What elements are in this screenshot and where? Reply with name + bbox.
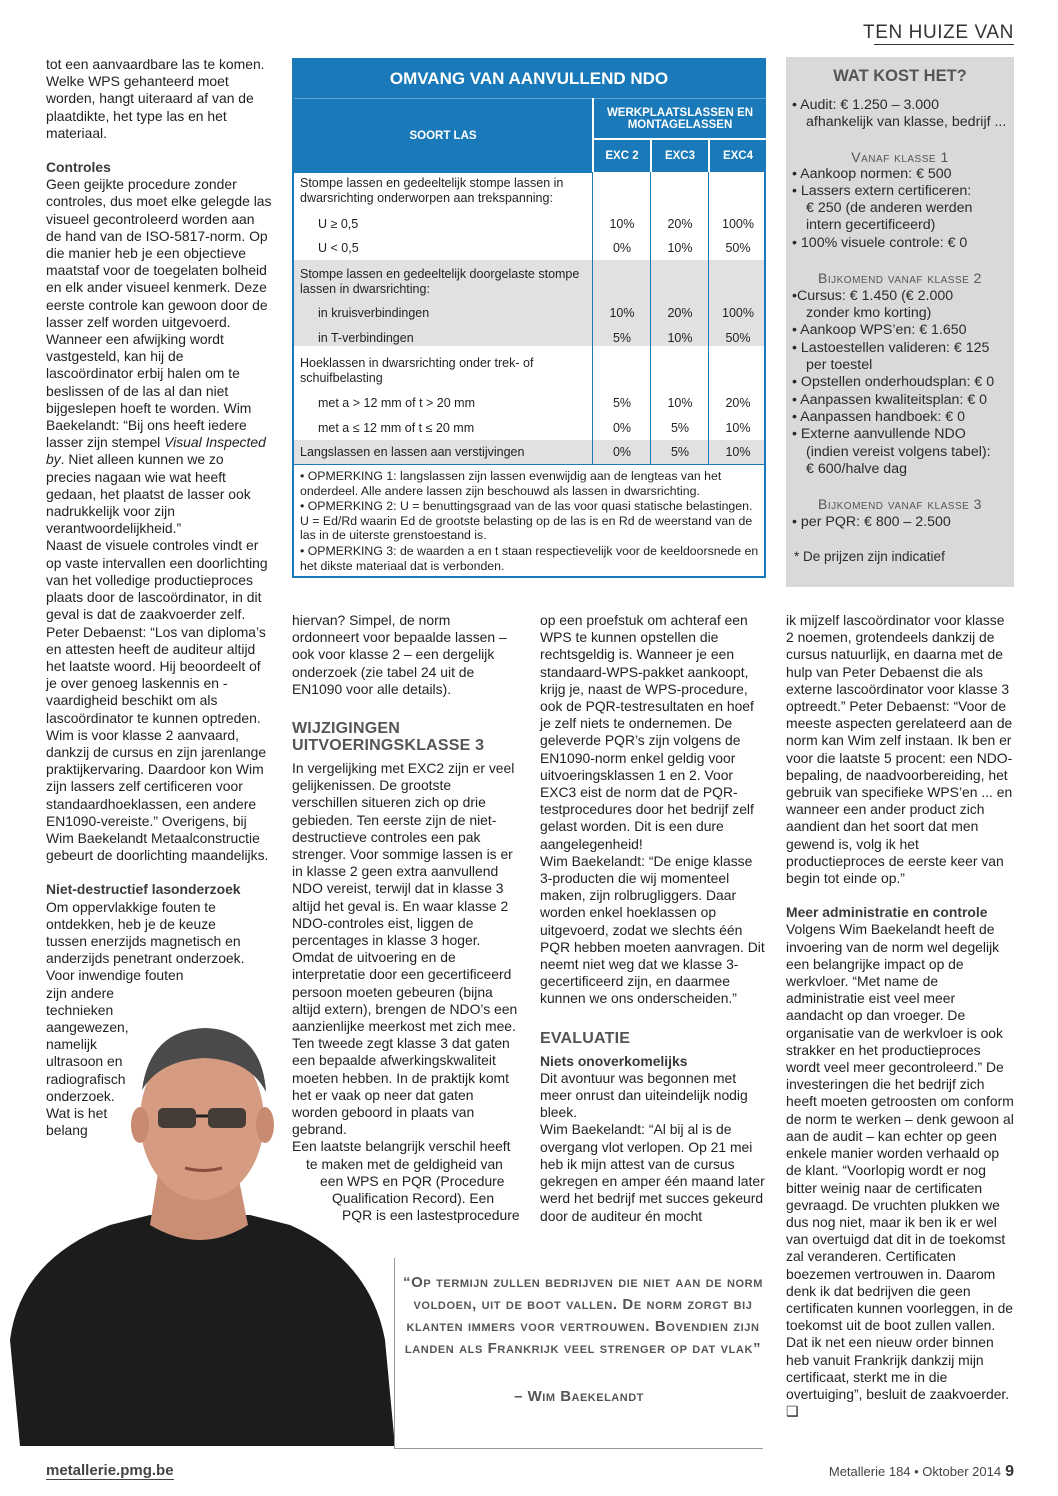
cost-subheading: Bijkomend vanaf klasse 3 <box>818 496 982 512</box>
row-label: Stompe lassen en gedeeltelijk stompe lassen in dwarsrichting onderworpen aan trekspanning: <box>300 176 564 205</box>
article-column-1 <box>46 56 272 1139</box>
section-heading-uitvoeringsklasse-3: WIJZIGINGEN UITVOERINGSKLASSE 3 <box>292 720 485 755</box>
quote-text: “Op termijn zullen bedrijven die niet aan de norm voldoen, uit de boot vallen. De norm zorgt bij klanten immers voor vertrouwen. Bovendien zijn landen als Frankrijk veel strenger op dat vlak” <box>403 1274 763 1357</box>
header-exc3: EXC3 <box>652 140 708 172</box>
cost-item: intern gecertificeerd) <box>806 217 936 233</box>
subheading-niets-onoverkomelijks: Niets onoverkomelijks <box>540 1052 688 1069</box>
paragraph: Volgens Wim Baekelandt heeft de invoering van de norm wel degelijk een belangrijke impact op de werkvloer. “Met name de administratie eist veel meer aandacht op dan vroeger. De organisatie van de werkvloer is ook strakker en het productieproces wordt veel meer gecontroleerd.” De investeringen die het bedrijf zich heeft moeten getroosten om conform de norm te werken – denk gewoon al aan de audit – kan echter op geen enkele manier worden verhaald op de klant. “Voorlopig wordt er nog bitter weinig naar de certificaten gevraagd. De vruchten plukken we dus nog niet, maar ik ben ik er wel van overtuigd dat dit in de toekomst zal veranderen. Certificaten boezemen vertrouwen in. Daarom denk ik dat bedrijven die geen certificaten kunnen voorleggen, in de toekomst uit de boot zullen vallen. Dat ik net een nieuw order binnen heb vanuit Frankrijk dankzij mijn certificaat, sterkt me in die overtuiging”, besluit de zaakvoerder. ❑ <box>786 921 1014 1420</box>
cost-item: • 100% visuele controle: € 0 <box>792 235 968 251</box>
paragraph: Geen geijkte procedure zonder controles, dus moet elke gelegde las visueel gecontroleerd worden aan de hand van de ISO-5817-norm. Op die manier heb je een objectieve maatstaf voor de toegelaten bolheid en elk ander visueel kenmerk. Deze eerste controle kan gewoon door de lasser zelf worden uitgevoerd. Wanneer een afwijking wordt vastgesteld, kan hij de lascoördinator erbij halen om te beslissen of de las al dan niet bijgeslepen hoeft te worden. Wim Baekelandt: “Bij ons heeft iedere lasser zijn stempel Visual Inspected by. Niet alleen kunnen we zo precies nagaan wie wat heeft gedaan, het plaatst de lasser ook nadrukkelijk voor zijn verantwoordelijkheid.” <box>46 176 272 537</box>
paragraph: Naast de visuele controles vindt er op vaste intervallen een doorlichting van het volledige productieproces plaats door de lascoördinator, in dit geval is dat de zaakvoerder zelf. Peter Debaenst: “Los van diploma’s en attesten heeft de auditeur altijd het laatste woord. Hij beoordeelt of je over genoeg laskennis en -vaardigheid beschikt om als lascoördinator te kunnen optreden. Wim is voor klasse 2 aanvaard, dankzij de cursus en zijn jarenlange praktijkervaring. Daardoor kon Wim zijn lassers zelf certificeren voor standaardhoeklassen, een andere EN1090-vereiste.” Overigens, bij Wim Baekelandt Metaalconstructie gebeurt de doorlichting maandelijks. <box>46 537 269 864</box>
cell-value: 10% <box>667 241 693 255</box>
paragraph: Wim Baekelandt: “De enige klasse 3-producten die wij momenteel maken, zijn rolbrugliggers. Daar worden enkel hoeklassen op uitgevoerd, zodat we slechts één PQR hebben moeten aanvragen. Dit neemt niet weg dat we klasse 3-gecertificeerd zijn, en daarmee kunnen we ons onderscheiden.” <box>540 852 765 1007</box>
header-soort-las: SOORT LAS <box>294 98 592 173</box>
cost-item: • Aanpassen handboek: € 0 <box>792 409 965 425</box>
cost-item: • Externe aanvullende NDO <box>792 426 966 442</box>
cell-value: 5% <box>670 445 690 459</box>
footer-website-link[interactable]: metallerie.pmg.be <box>46 1462 174 1479</box>
paragraph: hiervan? Simpel, de norm ordonneert voor bepaalde lassen – ook voor klasse 2 – een dergelijk onderzoek (zie tabel 24 uit de EN1090 voor alle details). <box>292 612 507 697</box>
cell-value: 0% <box>612 445 632 459</box>
page-number: 9 <box>1005 1463 1014 1480</box>
cost-item: • Aankoop normen: € 500 <box>792 166 952 182</box>
table-note-2: • OPMERKING 2: U = benuttingsgraad van de las voor quasi statische belastingen. U = Ed/Rd waarin Ed de grootste belasting op de las is en Rd de weerstand van de las in de uiterste grenstoestand is. <box>300 499 753 543</box>
quote-author: – Wim Baekelandt <box>514 1388 644 1405</box>
cost-subheading: Bijkomend vanaf klasse 2 <box>818 270 982 286</box>
cost-item: (indien vereist volgens tabel): <box>806 444 991 460</box>
cell-value: 20% <box>667 217 693 231</box>
table-note-3: • OPMERKING 3: de waarden a en t staan respectievelijk voor de keeldoorsnede en het dikste materiaal dat is verbonden. <box>300 544 759 573</box>
cost-item: • Opstellen onderhoudsplan: € 0 <box>792 374 995 390</box>
cell-value: 100% <box>722 217 754 231</box>
cell-value: 5% <box>670 421 690 435</box>
cost-item: • Aanpassen kwaliteitsplan: € 0 <box>792 392 988 408</box>
cost-item: zonder kmo korting) <box>806 305 932 321</box>
cell-value: 0% <box>612 241 632 255</box>
cost-sidebar <box>786 57 1014 587</box>
row-label: U < 0,5 <box>318 241 359 255</box>
row-label: in kruisverbindingen <box>318 306 430 320</box>
paragraph: op een proefstuk om achteraf een WPS te kunnen opstellen die rechtsgeldig is. Wanneer je een standaard-WPS-pakket aankoopt, krijg je, naast de WPS-procedure, ook de PQR-testresultaten en hoef je zelf niets te ondernemen. De geleverde PQR’s zijn volgens de EN1090-norm enkel geldig voor uitvoeringsklassen 1 en 2. Voor EXC3 eist de norm dat de PQR-testprocedures door het bedrijf zelf gelast worden. Dit is een dure aangelegenheid! <box>540 612 754 852</box>
cell-value: 10% <box>609 217 635 231</box>
header-group: WERKPLAATSLASSEN EN MONTAGELASSEN <box>594 98 766 138</box>
article-column-2 <box>292 612 520 1225</box>
cell-value: 20% <box>725 396 751 410</box>
cell-value: 10% <box>667 331 693 345</box>
cost-item: € 250 (de anderen werden <box>806 200 973 216</box>
cost-item: • Lastoestellen valideren: € 125 <box>792 340 990 356</box>
row-label: in T-verbindingen <box>318 331 414 345</box>
subheading-ndo: Niet-destructief lasonderzoek <box>46 881 241 898</box>
cost-item: afhankelijk van klasse, bedrijf ... <box>806 114 1007 130</box>
cost-title: WAT KOST HET? <box>833 67 967 85</box>
row-label: Stompe lassen en gedeeltelijk doorgelaste stompe lassen in dwarsrichting: <box>300 267 580 296</box>
subheading-administratie: Meer administratie en controle <box>786 904 988 921</box>
row-label: met a > 12 mm of t > 20 mm <box>318 396 476 410</box>
cost-subheading: Vanaf klasse 1 <box>851 149 949 165</box>
cell-value: 20% <box>667 306 693 320</box>
subheading-controles: Controles <box>46 159 111 176</box>
cost-footnote: * De prijzen zijn indicatief <box>794 549 945 564</box>
paragraph: Wim Baekelandt: “Al bij al is de overgang vlot verlopen. Op 21 mei heb ik mijn attest van de cursus gekregen en amper één maand later werd het bedrijf met succes gekeurd door de auditeur én mocht <box>540 1121 765 1224</box>
article-column-4 <box>786 612 1014 1420</box>
pull-quote <box>394 1258 763 1449</box>
header-exc4: EXC4 <box>710 140 766 172</box>
row-label: Langslassen en lassen aan verstijvingen <box>300 445 525 459</box>
cell-value: 100% <box>722 306 754 320</box>
row-label: U ≥ 0,5 <box>318 217 359 231</box>
table-title: OMVANG VAN AANVULLEND NDO <box>294 60 764 98</box>
paragraph: Om oppervlakkige fouten te ontdekken, heb je de keuze tussen enerzijds magnetisch en anderzijds penetrant onderzoek. Voor inwendige fouten <box>46 898 245 984</box>
cell-value: 5% <box>612 331 632 345</box>
section-heading-evaluatie: EVALUATIE <box>540 1029 631 1047</box>
table-note-1: • OPMERKING 1: langslassen zijn lassen evenwijdig aan de lengteas van het onderdeel. Alle andere lassen zijn beschouwd als lassen in dwarsrichting. <box>300 469 722 498</box>
cost-item: • Lassers extern certificeren: <box>792 183 972 199</box>
article-column-3 <box>540 612 768 1225</box>
cost-item: € 600/halve dag <box>806 461 907 477</box>
section-divider <box>874 44 1014 45</box>
header-exc2: EXC 2 <box>594 140 650 172</box>
cell-value: 10% <box>725 421 751 435</box>
cost-item: • Aankoop WPS’en: € 1.650 <box>792 322 967 338</box>
ndo-table <box>292 58 766 578</box>
cell-value: 10% <box>725 445 751 459</box>
section-label: TEN HUIZE VAN <box>862 22 1014 43</box>
cost-item: per toestel <box>806 357 873 373</box>
cell-value: 10% <box>667 396 693 410</box>
cost-item: • per PQR: € 800 – 2.500 <box>792 514 951 530</box>
paragraph: Dit avontuur was begonnen met meer onrust dan uiteindelijk nodig bleek. <box>540 1069 748 1121</box>
row-label: Hoeklassen in dwarsrichting onder trek- of schuifbelasting <box>300 356 534 385</box>
paragraph: ik mijzelf lascoördinator voor klasse 2 noemen, grotendeels dankzij de cursus natuurlijk, en daarna met de hulp van Peter Debaenst die als externe lascoördinator voor klasse 3 optreedt.” Peter Debaenst: “Voor de meeste aspecten gerelateerd aan de norm kan Wim zelf instaan. Ik ben er voor die laatste 5 procent: een NDO-bepaling, de naadvoorbereiding, het gebruik van specifieke WPS’en ... en wanneer een ander product zich aandient dan het soort dat men gewend is, volg ik het productieproces de eerste keer van begin tot einde op.” <box>786 612 1013 887</box>
paragraph-narrow: zijn andere technieken aangewezen, namelijk ultrasoon en radiografisch onderzoek. Wat is het belang <box>46 984 129 1139</box>
cost-item: • Audit: € 1.250 – 3.000 <box>792 97 939 113</box>
cost-item: •Cursus: € 1.450 (€ 2.000 <box>792 288 954 304</box>
paragraph: tot een aanvaardbare las te komen. Welke WPS gehanteerd moet worden, hangt uiteraard af van de plaatdikte, het type las en het materiaal. <box>46 56 265 141</box>
cell-value: 0% <box>612 421 632 435</box>
paragraph-indented: Een laatste belangrijk verschil heeft te maken met de geldigheid van een WPS en PQR (Procedure Qualification Record). Een PQR is een lastestprocedure <box>292 1138 520 1224</box>
cell-value: 50% <box>725 241 751 255</box>
cell-value: 10% <box>609 306 635 320</box>
row-label: met a ≤ 12 mm of t ≤ 20 mm <box>318 421 475 435</box>
paragraph: In vergelijking met EXC2 zijn er veel gelijkenissen. De grootste verschillen situeren zich op drie gebieden. Ten eerste zijn de niet-destructieve controles een pak strenger. Voor sommige lassen is er in klasse 2 geen extra aanvullend NDO vereist, terwijl dat in klasse 3 altijd het geval is. En waar klasse 2 NDO-controles eist, liggen de percentages in klasse 3 hoger. Omdat de uitvoering en de interpretatie door een gecertificeerd persoon moeten gebeuren (bijna altijd extern), brengen de NDO’s een aanzienlijke meerkost met zich mee. Ten tweede zegt klasse 3 dat gaten een bepaalde afwerkingskwaliteit moeten hebben. In de praktijk komt het er vaak op neer dat gaten worden geboord in plaats van gebrand. <box>292 760 518 1138</box>
footer-issue: Metallerie 184 • Oktober 2014 9 <box>828 1463 1014 1480</box>
cell-value: 50% <box>725 331 751 345</box>
cell-value: 5% <box>612 396 632 410</box>
